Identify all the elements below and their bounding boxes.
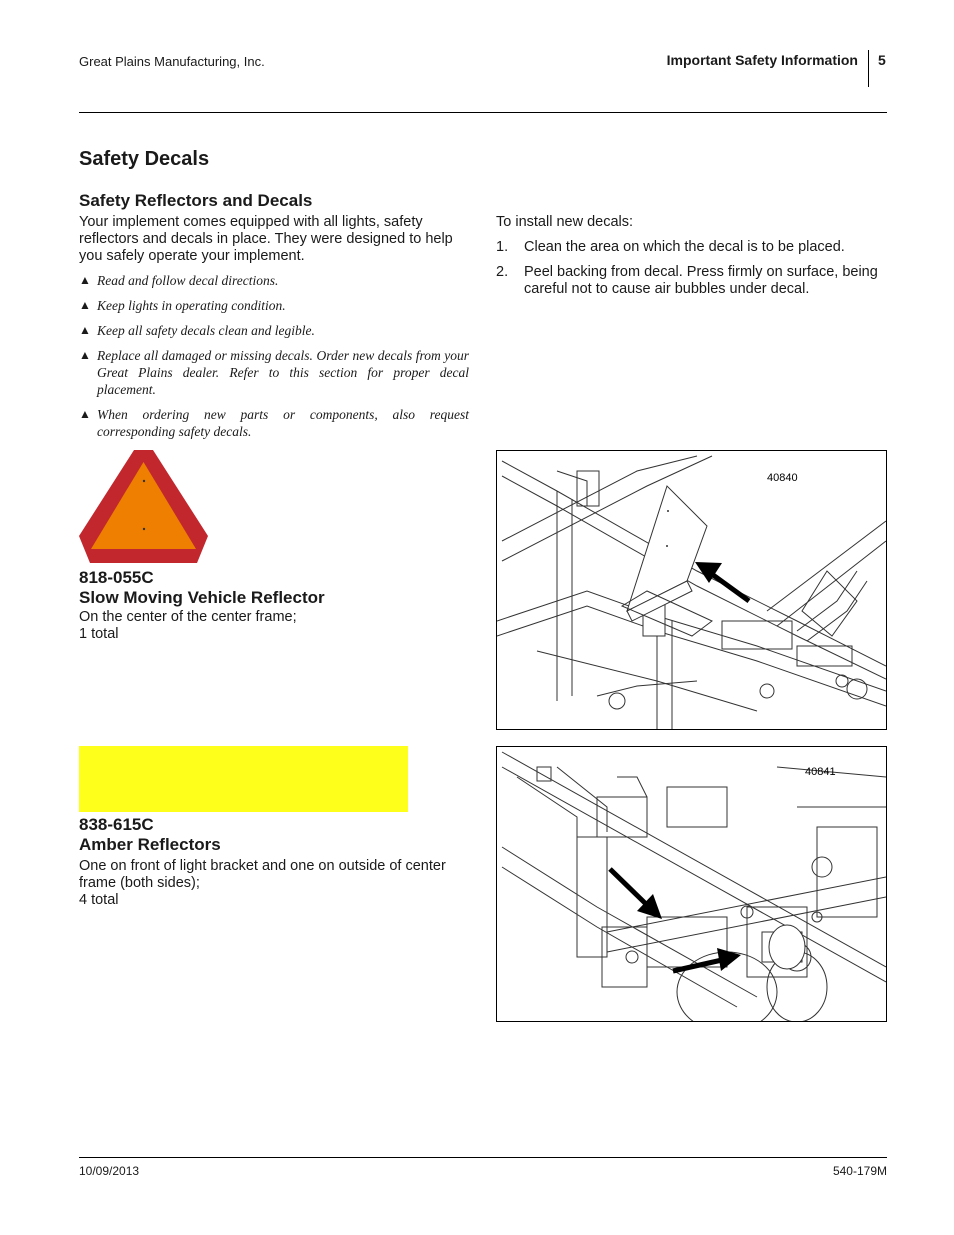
triangle-bullet-icon: ▲ (79, 273, 91, 287)
decal1-count: 1 total (79, 626, 119, 642)
bullet-item (79, 322, 469, 339)
section-subtitle: Safety Reflectors and Decals (79, 191, 313, 210)
install-step (496, 239, 886, 256)
install-steps (496, 239, 886, 306)
footer-rule (79, 1157, 887, 1158)
decal1-part-number: 818-055C (79, 568, 154, 587)
arrow-icon (695, 562, 749, 601)
figure1-label: 40840 (767, 472, 798, 484)
decal1-name: Slow Moving Vehicle Reflector (79, 588, 325, 607)
header-rule (79, 112, 887, 113)
figure-smv-location (496, 450, 887, 730)
page-number: 5 (878, 52, 886, 68)
intro-paragraph: Your implement comes equipped with all lights, safety reflectors and decals in place. They were designed to help you safely operate your implement. (79, 214, 453, 264)
header-company: Great Plains Manufacturing, Inc. (79, 54, 265, 69)
footer-doc-number: 540-179M (832, 1164, 887, 1178)
decal2-count: 4 total (79, 892, 119, 908)
bullet-item (79, 272, 469, 289)
arrow-icon (610, 869, 662, 919)
step-text: Clean the area on which the decal is to be placed. (524, 239, 845, 255)
triangle-bullet-icon: ▲ (79, 323, 91, 337)
bullet-text: When ordering new parts or components, also request corresponding safety decals. (97, 407, 469, 439)
decal1-caption (79, 568, 325, 608)
triangle-bullet-icon: ▲ (79, 407, 91, 421)
step-number: 1. (496, 239, 509, 255)
bullet-item (79, 406, 469, 440)
frame-illustration-1 (497, 451, 886, 729)
install-intro: To install new decals: (496, 214, 634, 230)
triangle-bullet-icon: ▲ (79, 298, 91, 312)
bullet-text: Keep all safety decals clean and legible. (97, 323, 315, 338)
decal2-description (79, 858, 474, 909)
header-divider (868, 50, 869, 87)
arrow-icon (673, 948, 741, 971)
triangle-bullet-icon: ▲ (79, 348, 91, 362)
bullet-item (79, 347, 469, 398)
decal1-description (79, 609, 297, 643)
figure-amber-location (496, 746, 887, 1022)
install-step (496, 264, 886, 298)
page-title: Safety Decals (79, 148, 210, 170)
step-number: 2. (496, 264, 509, 280)
decal2-location: One on front of light bracket and one on outside of center frame (both sides); (79, 858, 446, 891)
figure2-label: 40841 (805, 766, 836, 778)
smv-rivet (143, 528, 145, 530)
step-text: Peel backing from decal. Press firmly on surface, being careful not to cause air bubbles under decal. (524, 264, 878, 297)
decal2-caption (79, 815, 221, 855)
bullet-item (79, 297, 469, 314)
safety-bullet-list (79, 272, 469, 448)
bullet-text: Read and follow decal directions. (97, 273, 279, 288)
decal2-name: Amber Reflectors (79, 835, 221, 854)
frame-illustration-2 (497, 747, 886, 1021)
smv-reflector-decal (79, 450, 208, 563)
footer-date: 10/09/2013 (79, 1164, 140, 1178)
decal2-part-number: 838-615C (79, 815, 154, 834)
smv-rivet (143, 480, 145, 482)
bullet-text: Keep lights in operating condition. (97, 298, 286, 313)
header-section: Important Safety Information (666, 52, 858, 68)
bullet-text: Replace all damaged or missing decals. Order new decals from your Great Plains dealer. Refer to this section for proper decal placement. (97, 348, 469, 397)
amber-reflector-decal (79, 746, 408, 812)
decal1-location: On the center of the center frame; (79, 609, 297, 625)
